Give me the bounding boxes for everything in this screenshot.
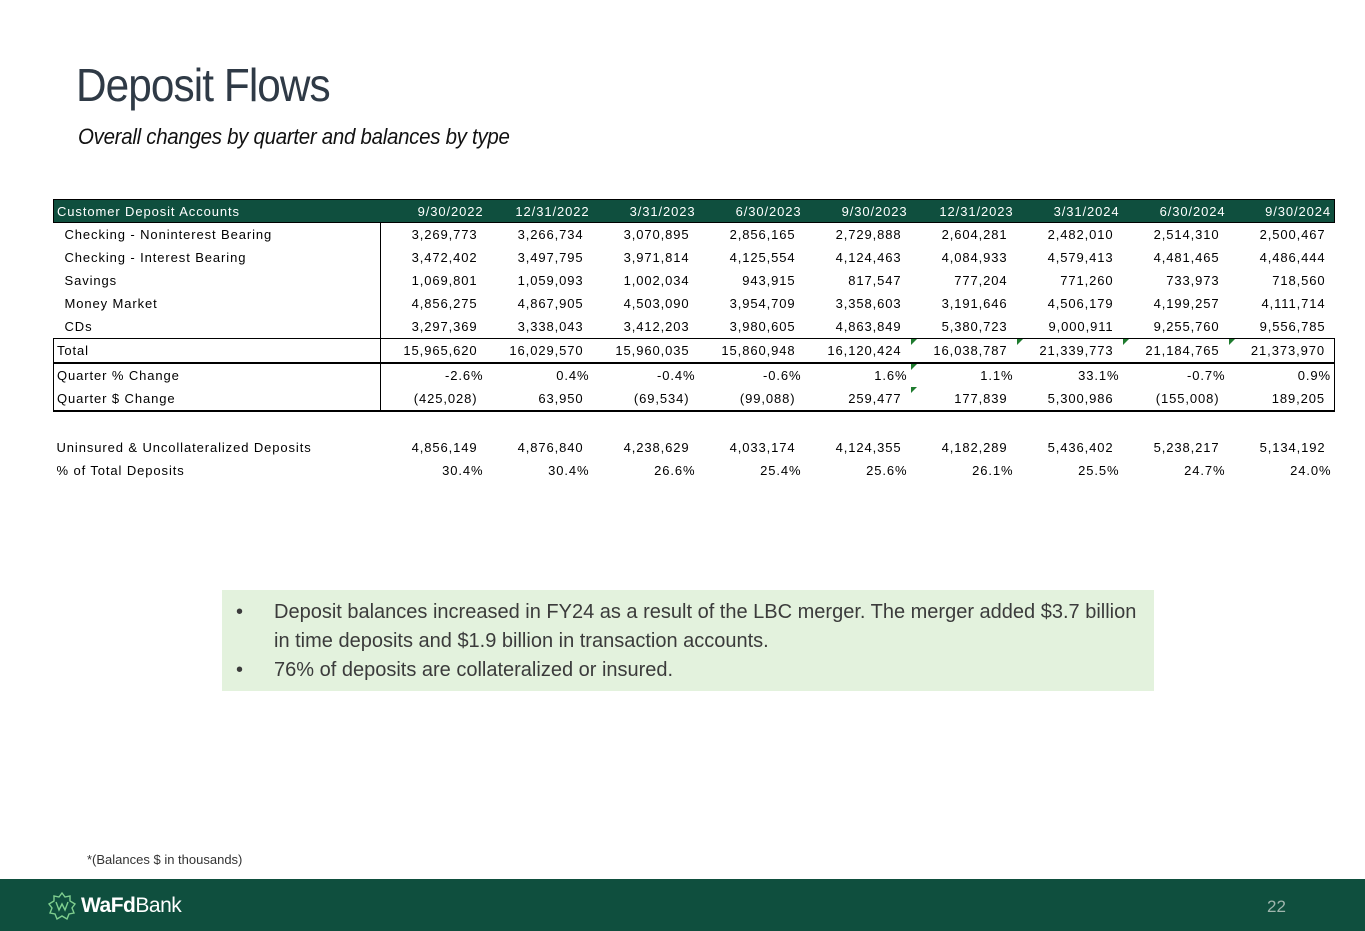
table-cell: 3,191,646 [941,296,1008,311]
table-row [54,292,1335,315]
table-cell: 16,120,424 [805,339,911,364]
row-label: CDs [54,315,381,339]
total-row [54,339,1335,364]
table-cell: 777,204 [954,273,1008,288]
row-label: Quarter % Change [54,363,381,387]
table-cell: 3,412,203 [593,315,699,339]
table-cell: 4,876,840 [517,440,584,455]
table-cell: 2,482,010 [1047,227,1114,242]
table-cell: 4,486,444 [1259,250,1326,265]
table-cell: 2,500,467 [1259,227,1326,242]
table-cell: (425,028) [381,387,487,411]
table-cell: 3,269,773 [411,227,478,242]
column-header: 6/30/2024 [1123,200,1229,223]
table-cell: 4,506,179 [1047,296,1114,311]
column-header: 9/30/2022 [381,200,487,223]
table-cell: 3,266,734 [517,227,584,242]
table-cell: 1,002,034 [623,273,690,288]
table-cell: 4,503,090 [623,296,690,311]
table-header-row [54,200,1335,223]
table-cell: 4,111,714 [1261,296,1326,311]
table-cell: 21,339,773 [1017,339,1123,364]
table-cell: 0.4% [556,368,590,383]
table-cell: (69,534) [593,387,699,411]
table-cell: 771,260 [1060,273,1114,288]
pct-total-row [54,459,1335,482]
table-cell: 5,238,217 [1153,440,1220,455]
table-cell: 4,863,849 [805,315,911,339]
table-cell: 4,124,463 [835,250,902,265]
table-cell: 5,436,402 [1047,440,1114,455]
table-cell: 2,514,310 [1153,227,1220,242]
table-cell: 21,373,970 [1229,339,1335,364]
table-cell: 3,472,402 [411,250,478,265]
column-header: 3/31/2024 [1017,200,1123,223]
table-row [54,269,1335,292]
deposit-table-container [53,199,1335,482]
table-cell: 3,954,709 [729,296,796,311]
table-row [54,246,1335,269]
deposit-table [53,199,1335,482]
table-cell: 3,971,814 [623,250,690,265]
row-label: Checking - Noninterest Bearing [54,223,381,247]
table-cell: 4,124,355 [835,440,902,455]
table-cell: 718,560 [1272,273,1326,288]
table-cell: 15,860,948 [699,339,805,364]
table-cell: 2,729,888 [835,227,902,242]
table-cell: 15,960,035 [593,339,699,364]
table-cell: 21,184,765 [1123,339,1229,364]
table-cell: 1,059,093 [517,273,584,288]
table-cell: 3,338,043 [487,315,593,339]
table-cell: 24.7% [1184,463,1226,478]
table-cell: 26.6% [654,463,696,478]
table-cell: 5,380,723 [911,315,1017,339]
wafd-logo-icon [47,891,77,921]
table-cell: 3,297,369 [381,315,487,339]
pct-change-row [54,363,1335,387]
table-cell: 33.1% [1078,368,1120,383]
table-cell: 3,980,605 [699,315,805,339]
column-header: 12/31/2023 [911,200,1017,223]
table-cell: 9,556,785 [1229,315,1335,339]
table-cell: 30.4% [442,463,484,478]
footnote: *(Balances $ in thousands) [87,852,243,867]
page-number: 22 [1267,897,1286,916]
table-cell: 9,000,911 [1017,315,1123,339]
spacer-row [54,411,1335,436]
row-label: Quarter $ Change [54,387,381,411]
column-header: 9/30/2023 [805,200,911,223]
column-header: 12/31/2022 [487,200,593,223]
uninsured-row [54,436,1335,459]
table-cell: 4,125,554 [729,250,796,265]
table-cell: 2,604,281 [941,227,1008,242]
table-cell: 4,199,257 [1153,296,1220,311]
table-cell: 5,300,986 [1017,387,1123,411]
table-cell: 817,547 [848,273,902,288]
table-cell: 25.5% [1078,463,1120,478]
table-cell: 2,856,165 [729,227,796,242]
table-cell: 16,029,570 [487,339,593,364]
dollar-change-row [54,387,1335,411]
table-cell: 4,856,149 [411,440,478,455]
table-cell: 15,965,620 [381,339,487,364]
table-cell: 189,205 [1229,387,1335,411]
table-cell: 943,915 [742,273,796,288]
table-cell: 25.6% [866,463,908,478]
table-cell: 4,579,413 [1047,250,1114,265]
table-cell: -0.4% [657,368,696,383]
table-cell: (99,088) [699,387,805,411]
table-cell: 30.4% [548,463,590,478]
spacer-cell [54,411,1335,436]
table-cell: 63,950 [487,387,593,411]
table-row [54,223,1335,247]
key-points-callout [222,590,1154,691]
row-label: Uninsured & Uncollateralized Deposits [56,440,312,455]
table-cell: 3,070,895 [623,227,690,242]
table-cell: 4,481,465 [1153,250,1220,265]
column-header: 6/30/2023 [699,200,805,223]
column-header-label: Customer Deposit Accounts [54,200,381,223]
table-cell: 1.6% [874,368,908,383]
table-cell: 25.4% [760,463,802,478]
callout-bullet-item [236,656,1146,685]
bullet-icon: • [236,601,244,623]
table-cell: 4,084,933 [941,250,1008,265]
table-cell: 733,973 [1166,273,1220,288]
row-label: Savings [54,269,381,292]
footer-bar [0,879,1365,931]
column-header: 3/31/2023 [593,200,699,223]
table-cell: 24.0% [1290,463,1332,478]
table-cell: 177,839 [911,387,1017,411]
table-cell: 4,867,905 [517,296,584,311]
wafd-logo [47,891,181,921]
callout-bullet-text: 76% of deposits are collateralized or insured. [274,659,674,681]
table-cell: 4,182,289 [941,440,1008,455]
table-cell: 1,069,801 [411,273,478,288]
table-cell: 3,358,603 [835,296,902,311]
page-title: Deposit Flows [76,59,330,111]
table-cell: 4,238,629 [623,440,690,455]
table-cell: 3,497,795 [517,250,584,265]
table-cell: 5,134,192 [1259,440,1326,455]
table-cell: 1.1% [911,363,1017,387]
bullet-icon: • [236,659,244,681]
row-label: Total [54,339,381,364]
callout-bullet-item [236,598,1146,656]
table-cell: 16,038,787 [911,339,1017,364]
column-header: 9/30/2024 [1229,200,1335,223]
row-label: % of Total Deposits [56,463,185,478]
table-cell: 26.1% [972,463,1014,478]
row-label: Checking - Interest Bearing [54,246,381,269]
table-cell: -0.7% [1187,368,1226,383]
row-label: Money Market [54,292,381,315]
table-cell: -0.6% [763,368,802,383]
table-cell: 4,856,275 [411,296,478,311]
table-cell: 9,255,760 [1123,315,1229,339]
table-row [54,315,1335,339]
table-cell: 4,033,174 [729,440,796,455]
table-cell: 0.9% [1229,363,1335,387]
callout-bullet-text: Deposit balances increased in FY24 as a result of the LBC merger. The merger added $3.7 billion in time deposits and $1.9 billion in transaction accounts. [274,601,1137,652]
table-cell: (155,008) [1123,387,1229,411]
table-cell: -2.6% [445,368,484,383]
page-subtitle: Overall changes by quarter and balances by type [78,124,510,149]
table-cell: 259,477 [805,387,911,411]
logo-text: WaFdBank [81,894,182,917]
